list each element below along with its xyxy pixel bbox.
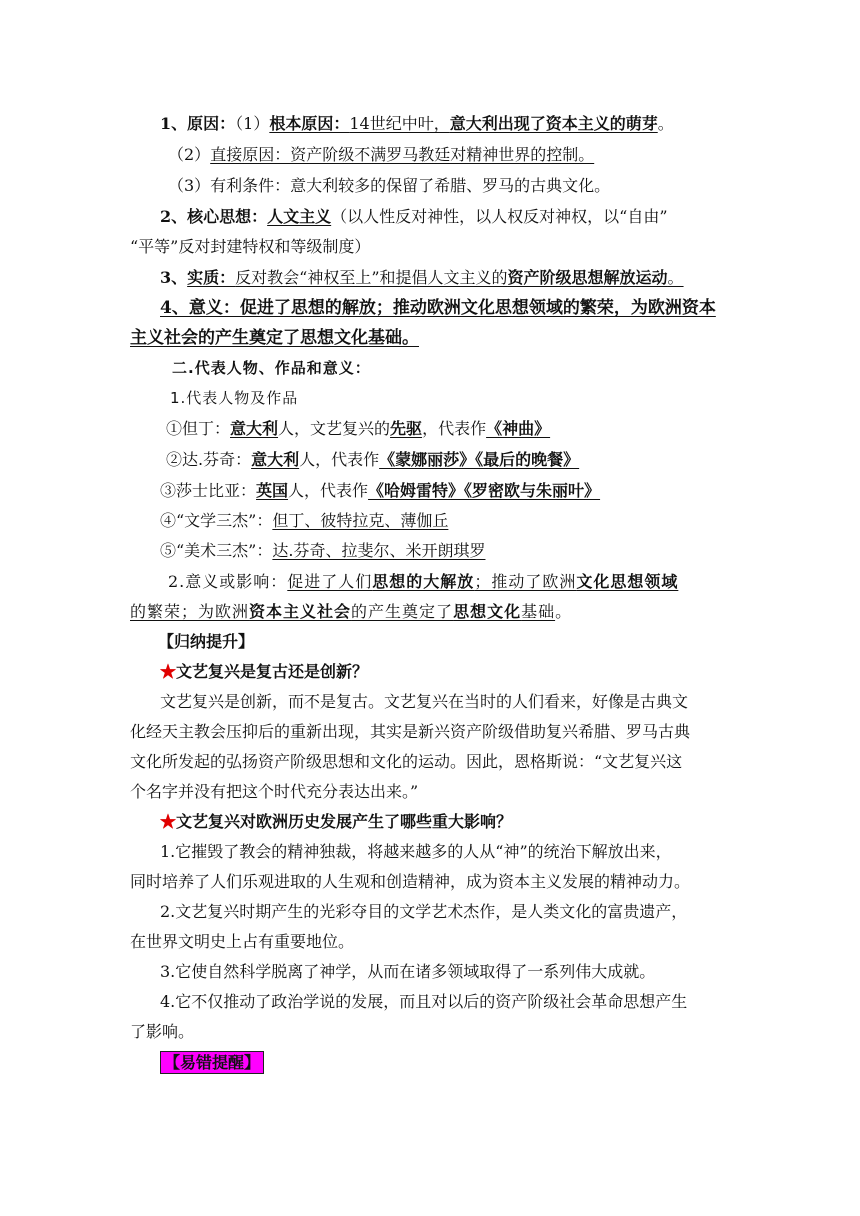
influence-4: 文化思想领域 bbox=[576, 572, 679, 591]
figures-subtitle: 1.代表人物及作品 bbox=[170, 389, 299, 407]
cause-label: 1、原因： bbox=[160, 114, 236, 133]
cause-line bbox=[160, 114, 674, 134]
art-three-label: ⑤“美术三杰”： bbox=[160, 541, 273, 560]
da-vinci-work-label: 人，代表作 bbox=[299, 450, 380, 469]
answer-2-line-6: 4.它不仅推动了政治学说的发展，而且对以后的资产阶级社会革命思想产生 bbox=[160, 992, 688, 1011]
art-three-names: 达.芬奇、拉斐尔、米开朗琪罗 bbox=[272, 541, 486, 560]
answer-1-line-2: 化经天主教会压抑后的重新出现，其实是新兴资产阶级借助复兴希腊、罗马古典 bbox=[130, 722, 691, 741]
influence-6: ；为欧洲 bbox=[181, 602, 250, 621]
star-icon: ★ bbox=[160, 662, 177, 681]
shakespeare-works: 《哈姆雷特》《罗密欧与朱丽叶》 bbox=[368, 481, 601, 500]
dante-work-label: ，代表作 bbox=[422, 419, 487, 438]
cause-num: （1） bbox=[235, 114, 270, 133]
answer-1-line-1: 文艺复兴是创新，而不是复古。文艺复兴在当时的人们看来，好像是古典文 bbox=[160, 692, 689, 711]
essence-label: 实质： bbox=[187, 268, 236, 287]
figure-dante bbox=[166, 419, 550, 439]
answer-2-line-4: 在世界文明史上占有重要地位。 bbox=[130, 932, 355, 951]
answer-1-line-3: 文化所发起的弘扬资产阶级思想和文化的运动。因此，恩格斯说：“文艺复兴这 bbox=[130, 752, 683, 771]
influence-11: 。 bbox=[555, 602, 573, 621]
influence-3: ；推动了欧洲 bbox=[474, 572, 577, 591]
shakespeare-country: 英国 bbox=[256, 481, 289, 500]
summary-heading: 【归纳提升】 bbox=[158, 632, 255, 651]
literature-three-label: ④“文学三杰”： bbox=[160, 511, 273, 530]
shakespeare-work-label: 人，代表作 bbox=[288, 481, 369, 500]
da-vinci-works: 《蒙娜丽莎》《最后的晚餐》 bbox=[379, 450, 580, 469]
direct-cause-text: 直接原因：资产阶级不满罗马教廷对精神世界的控制。 bbox=[210, 145, 595, 164]
influence-8: 的产生奠定了 bbox=[351, 602, 454, 621]
question-2-text: 文艺复兴对欧洲历史发展产生了哪些重大影响？ bbox=[176, 812, 513, 831]
influence-2: 思想的大解放 bbox=[372, 572, 475, 591]
art-three bbox=[160, 541, 485, 561]
dante-name: ①但丁： bbox=[166, 419, 231, 438]
shakespeare-name: ③莎士比亚： bbox=[160, 481, 257, 500]
essence-line bbox=[160, 268, 684, 288]
influence-label: 2.意义或影响： bbox=[168, 572, 288, 591]
significance-line-2: 主义社会的产生奠定了思想文化基础。 bbox=[130, 328, 419, 348]
literature-three bbox=[160, 511, 448, 531]
literature-three-names: 但丁、彼特拉克、薄伽丘 bbox=[272, 511, 449, 530]
dante-work: 《神曲》 bbox=[486, 419, 551, 438]
core-idea-line bbox=[160, 207, 668, 227]
figure-da-vinci bbox=[166, 450, 579, 470]
star-icon: ★ bbox=[160, 812, 177, 831]
question-1 bbox=[160, 662, 368, 682]
influence-line bbox=[168, 572, 678, 592]
influence-7: 资本主义社会 bbox=[249, 602, 352, 621]
answer-2-line-2: 同时培养了人们乐观进取的人生观和创造精神，成为资本主义发展的精神动力。 bbox=[130, 872, 691, 891]
da-vinci-country: 意大利 bbox=[251, 450, 300, 469]
essence-end: 。 bbox=[667, 268, 684, 287]
answer-1-line-4: 个名字并没有把这个时代充分表达出来。” bbox=[130, 782, 419, 801]
direct-cause-num: （2） bbox=[168, 145, 211, 164]
essence-desc: 反对教会“神权至上”和提倡人文主义的 bbox=[235, 268, 508, 287]
favorable-condition-line: （3）有利条件：意大利较多的保留了希腊、罗马的古典文化。 bbox=[168, 176, 611, 195]
question-2 bbox=[160, 812, 512, 832]
core-idea-desc: （以人性反对神性，以人权反对神权，以“自由” bbox=[331, 207, 668, 226]
question-1-text: 文艺复兴是复古还是创新？ bbox=[176, 662, 369, 681]
root-cause-label: 根本原因： bbox=[269, 114, 350, 133]
section2-title: 二.代表人物、作品和意义： bbox=[172, 359, 371, 377]
answer-2-line-5: 3.它使自然科学脱离了神学，从而在诸多领域取得了一系列伟大成就。 bbox=[160, 962, 656, 981]
influence-line-2 bbox=[130, 602, 572, 622]
influence-5: 的繁荣 bbox=[130, 602, 182, 621]
da-vinci-name: ②达.芬奇： bbox=[166, 450, 252, 469]
influence-1: 促进了人们 bbox=[287, 572, 373, 591]
dante-desc: 人，文艺复兴的 bbox=[278, 419, 391, 438]
answer-2-line-1: 1.它摧毁了教会的精神独裁，将越来越多的人从“神”的统治下解放出来， bbox=[160, 842, 672, 861]
root-cause-time: 14世纪中叶， bbox=[349, 114, 450, 133]
answer-2-line-3: 2.文艺复兴时期产生的光彩夺目的文学艺术杰作，是人类文化的富贵遗产， bbox=[160, 902, 688, 921]
error-reminder-label: 【易错提醒】 bbox=[160, 1051, 264, 1074]
significance-line: 4、意义：促进了思想的解放；推动欧洲文化思想领域的繁荣，为欧洲资本 bbox=[160, 298, 716, 318]
core-idea-term: 人文主义 bbox=[267, 207, 332, 226]
core-idea-line-2: “平等”反对封建特权和等级制度） bbox=[130, 237, 371, 256]
error-reminder bbox=[160, 1053, 264, 1073]
essence-term: 资产阶级思想解放运动 bbox=[507, 268, 668, 287]
root-cause-text: 意大利出现了资本主义的萌芽 bbox=[449, 114, 658, 133]
direct-cause-line bbox=[168, 145, 594, 165]
root-cause-end: 。 bbox=[657, 114, 674, 133]
influence-9: 思想文化 bbox=[453, 602, 522, 621]
core-idea-label: 2、核心思想： bbox=[160, 207, 268, 226]
dante-country: 意大利 bbox=[230, 419, 279, 438]
influence-10: 基础 bbox=[521, 602, 556, 621]
answer-2-line-7: 了影响。 bbox=[130, 1022, 195, 1041]
essence-num: 3、 bbox=[160, 268, 188, 287]
figure-shakespeare bbox=[160, 481, 600, 501]
dante-role: 先驱 bbox=[390, 419, 423, 438]
